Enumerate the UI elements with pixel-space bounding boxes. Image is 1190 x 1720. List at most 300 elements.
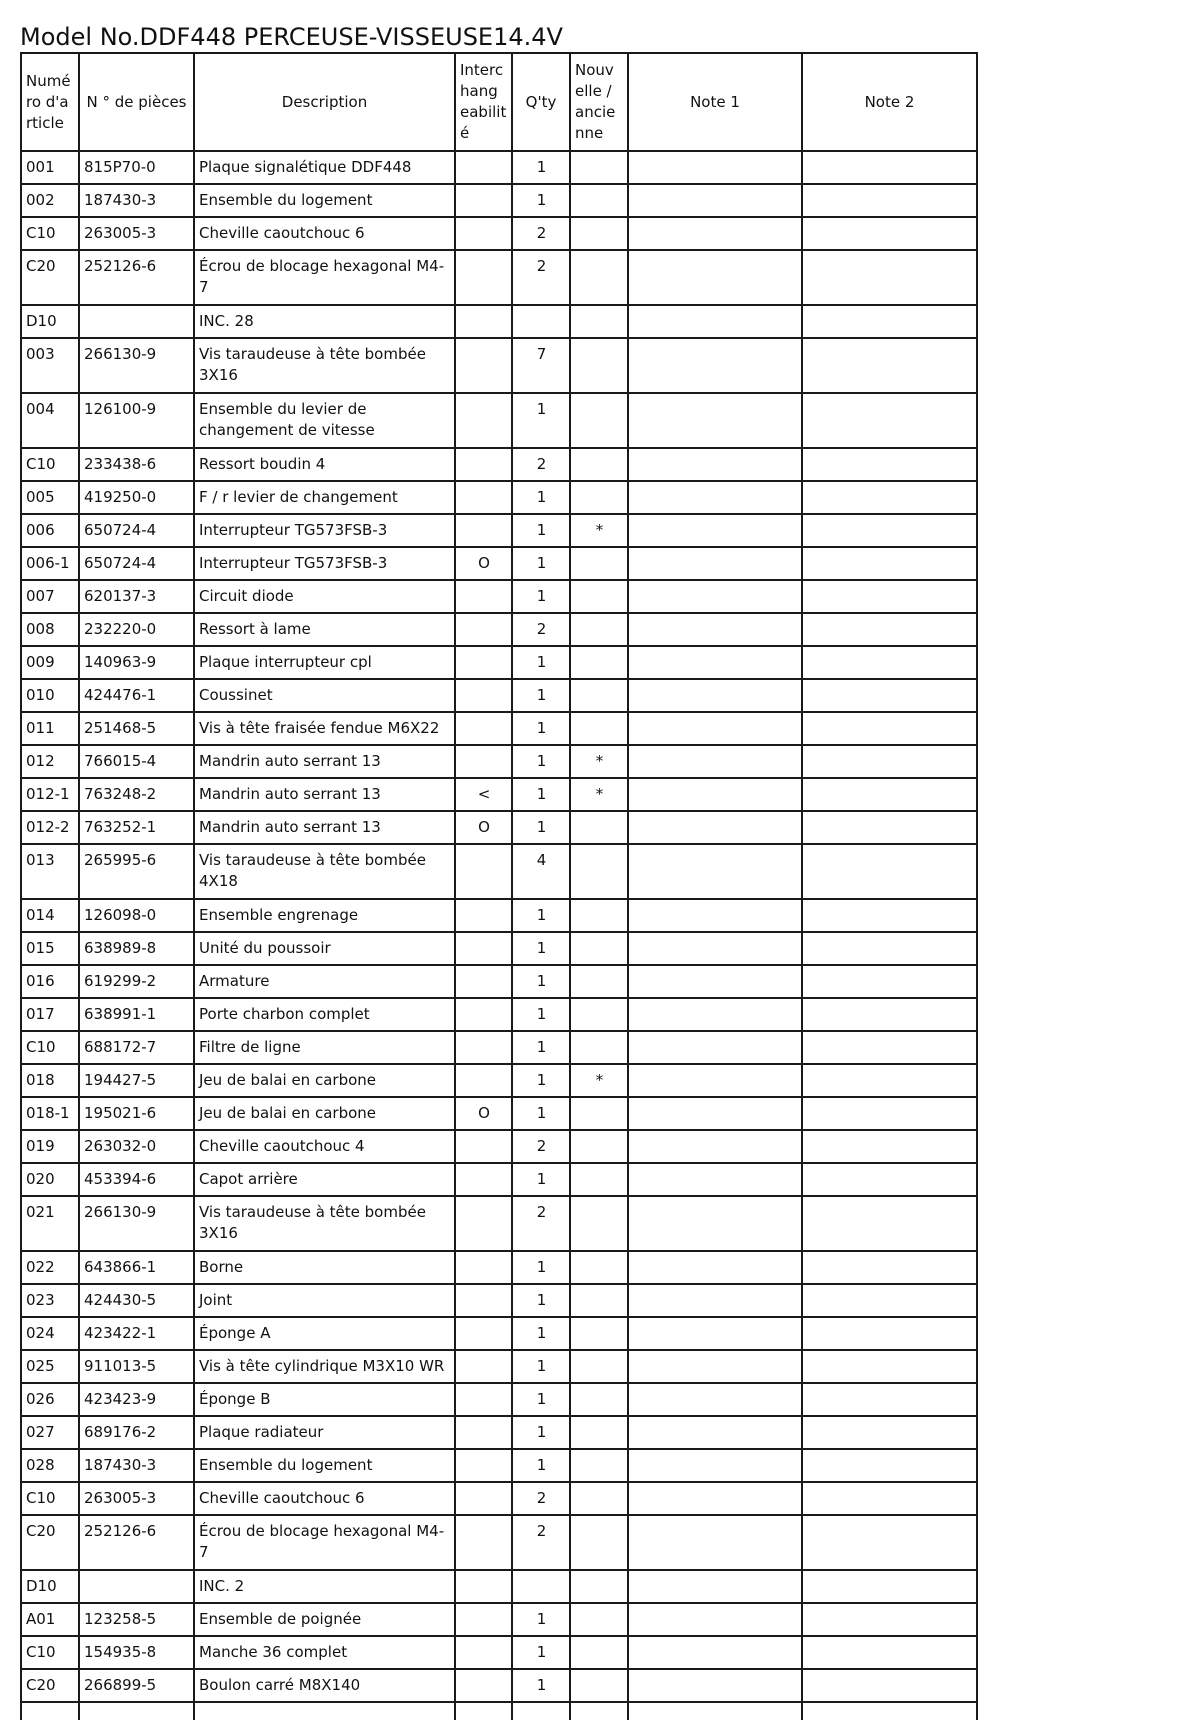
item-number-cell: 006: [21, 514, 79, 547]
note-2-cell: [802, 514, 977, 547]
description-cell: INC. 28: [194, 305, 455, 338]
note-1-cell: [628, 250, 802, 305]
note-1-cell: [628, 1603, 802, 1636]
description-cell: Filtre de ligne: [194, 1031, 455, 1064]
new-old-cell: [570, 965, 628, 998]
item-number-cell: 009: [21, 646, 79, 679]
quantity-cell: 1: [512, 547, 570, 580]
item-number-cell: 004: [21, 393, 79, 448]
note-2-cell: [802, 184, 977, 217]
item-number-cell: 015: [21, 932, 79, 965]
table-row: [21, 1570, 977, 1603]
note-2-cell: [802, 1449, 977, 1482]
item-number-cell: 008: [21, 613, 79, 646]
note-1-cell: [628, 679, 802, 712]
interchangeability-cell: O: [455, 811, 512, 844]
table-header-row: [21, 53, 977, 151]
table-row: [21, 844, 977, 899]
note-2-cell: [802, 1064, 977, 1097]
item-number-cell: 025: [21, 1350, 79, 1383]
item-number-cell: D10: [21, 1570, 79, 1603]
note-2-cell: [802, 778, 977, 811]
interchangeability-cell: [455, 1031, 512, 1064]
quantity-cell: 1: [512, 965, 570, 998]
note-1-cell: [628, 184, 802, 217]
part-number-cell: 232220-0: [79, 613, 194, 646]
note-2-cell: [802, 1515, 977, 1570]
quantity-cell: 1: [512, 1097, 570, 1130]
note-2-cell: [802, 1636, 977, 1669]
table-row: [21, 712, 977, 745]
interchangeability-cell: [455, 151, 512, 184]
note-2-cell: [802, 1031, 977, 1064]
note-2-cell: [802, 217, 977, 250]
note-2-cell: [802, 1603, 977, 1636]
table-row: [21, 1064, 977, 1097]
new-old-cell: [570, 184, 628, 217]
new-old-cell: [570, 1449, 628, 1482]
quantity-cell: [512, 305, 570, 338]
table-row: [21, 1196, 977, 1251]
note-1-cell: [628, 1130, 802, 1163]
part-number-cell: 688172-7: [79, 1031, 194, 1064]
interchangeability-cell: [455, 899, 512, 932]
description-cell: Ensemble du levier de changement de vitesse: [194, 393, 455, 448]
note-1-cell: [628, 393, 802, 448]
table-row: [21, 250, 977, 305]
quantity-cell: 1: [512, 1449, 570, 1482]
interchangeability-cell: O: [455, 1097, 512, 1130]
note-2-cell: [802, 1350, 977, 1383]
table-row: [21, 1603, 977, 1636]
description-cell: Écrou de blocage hexagonal M4-7: [194, 250, 455, 305]
interchangeability-cell: [455, 1603, 512, 1636]
table-row: [21, 580, 977, 613]
part-number-cell: 650724-4: [79, 514, 194, 547]
note-2-cell: [802, 338, 977, 393]
note-1-cell: [628, 547, 802, 580]
quantity-cell: 1: [512, 1350, 570, 1383]
description-cell: Éponge A: [194, 1317, 455, 1350]
part-number-cell: [79, 1702, 194, 1720]
part-number-cell: 263005-3: [79, 1482, 194, 1515]
header-part-number: N ° de pièces: [79, 53, 194, 151]
quantity-cell: 1: [512, 778, 570, 811]
item-number-cell: 024: [21, 1317, 79, 1350]
table-row: [21, 184, 977, 217]
interchangeability-cell: [455, 613, 512, 646]
note-1-cell: [628, 1383, 802, 1416]
note-1-cell: [628, 1416, 802, 1449]
quantity-cell: 2: [512, 448, 570, 481]
header-description: Description: [194, 53, 455, 151]
note-1-cell: [628, 338, 802, 393]
new-old-cell: [570, 613, 628, 646]
description-cell: Vis taraudeuse à tête bombée 4X18: [194, 844, 455, 899]
note-1-cell: [628, 899, 802, 932]
description-cell: Borne: [194, 1251, 455, 1284]
description-cell: Interrupteur TG573FSB-3: [194, 547, 455, 580]
quantity-cell: 2: [512, 1130, 570, 1163]
table-row: [21, 899, 977, 932]
description-cell: Écrou de blocage hexagonal M4-7: [194, 1515, 455, 1570]
item-number-cell: 019: [21, 1130, 79, 1163]
note-1-cell: [628, 217, 802, 250]
note-1-cell: [628, 305, 802, 338]
header-note-2: Note 2: [802, 53, 977, 151]
interchangeability-cell: [455, 217, 512, 250]
description-cell: Vis à tête fraisée fendue M6X22: [194, 712, 455, 745]
item-number-cell: 026: [21, 1383, 79, 1416]
note-1-cell: [628, 712, 802, 745]
table-row: [21, 1702, 977, 1720]
table-row: [21, 1383, 977, 1416]
quantity-cell: 1: [512, 646, 570, 679]
new-old-cell: [570, 811, 628, 844]
new-old-cell: [570, 1196, 628, 1251]
description-cell: Capot arrière: [194, 1163, 455, 1196]
description-cell: Cheville caoutchouc 6: [194, 217, 455, 250]
interchangeability-cell: [455, 1196, 512, 1251]
part-number-cell: 265995-6: [79, 844, 194, 899]
item-number-cell: 001: [21, 151, 79, 184]
note-2-cell: [802, 1570, 977, 1603]
part-number-cell: 763252-1: [79, 811, 194, 844]
new-old-cell: [570, 448, 628, 481]
new-old-cell: [570, 1317, 628, 1350]
interchangeability-cell: [455, 305, 512, 338]
part-number-cell: 689176-2: [79, 1416, 194, 1449]
note-2-cell: [802, 1383, 977, 1416]
description-cell: Interrupteur TG573FSB-3: [194, 514, 455, 547]
new-old-cell: [570, 393, 628, 448]
part-number-cell: 266130-9: [79, 1196, 194, 1251]
part-number-cell: 266130-9: [79, 338, 194, 393]
parts-table-body: [21, 151, 977, 1720]
new-old-cell: *: [570, 778, 628, 811]
item-number-cell: C20: [21, 1515, 79, 1570]
quantity-cell: 1: [512, 998, 570, 1031]
description-cell: Vis taraudeuse à tête bombée 3X16: [194, 1196, 455, 1251]
table-row: [21, 547, 977, 580]
interchangeability-cell: [455, 184, 512, 217]
interchangeability-cell: [455, 679, 512, 712]
description-cell: Plaque radiateur: [194, 1416, 455, 1449]
interchangeability-cell: [455, 448, 512, 481]
description-cell: Joint: [194, 1284, 455, 1317]
description-cell: Coussinet: [194, 679, 455, 712]
description-cell: Jeu de balai en carbone: [194, 1097, 455, 1130]
interchangeability-cell: [455, 932, 512, 965]
description-cell: Ensemble du logement: [194, 1449, 455, 1482]
quantity-cell: 1: [512, 184, 570, 217]
part-number-cell: 453394-6: [79, 1163, 194, 1196]
note-1-cell: [628, 1636, 802, 1669]
item-number-cell: 002: [21, 184, 79, 217]
interchangeability-cell: O: [455, 547, 512, 580]
note-1-cell: [628, 448, 802, 481]
item-number-cell: 003: [21, 338, 79, 393]
description-cell: Manche 36 complet: [194, 1636, 455, 1669]
description-cell: Armature: [194, 965, 455, 998]
description-cell: Plaque interrupteur cpl: [194, 646, 455, 679]
interchangeability-cell: [455, 580, 512, 613]
interchangeability-cell: [455, 1449, 512, 1482]
description-cell: Ensemble de poignée: [194, 1603, 455, 1636]
note-2-cell: [802, 1416, 977, 1449]
quantity-cell: 1: [512, 1064, 570, 1097]
header-note-1: Note 1: [628, 53, 802, 151]
quantity-cell: 1: [512, 481, 570, 514]
interchangeability-cell: [455, 1636, 512, 1669]
item-number-cell: C10: [21, 448, 79, 481]
interchangeability-cell: [455, 1284, 512, 1317]
note-1-cell: [628, 1702, 802, 1720]
note-2-cell: [802, 932, 977, 965]
item-number-cell: 012: [21, 745, 79, 778]
quantity-cell: 1: [512, 1317, 570, 1350]
part-number-cell: 619299-2: [79, 965, 194, 998]
part-number-cell: 263005-3: [79, 217, 194, 250]
description-cell: Ensemble du logement: [194, 184, 455, 217]
description-cell: Ensemble engrenage: [194, 899, 455, 932]
table-row: [21, 1482, 977, 1515]
table-row: [21, 1636, 977, 1669]
new-old-cell: *: [570, 745, 628, 778]
part-number-cell: 620137-3: [79, 580, 194, 613]
new-old-cell: [570, 151, 628, 184]
item-number-cell: C20: [21, 1669, 79, 1702]
new-old-cell: [570, 1031, 628, 1064]
interchangeability-cell: [455, 250, 512, 305]
note-2-cell: [802, 646, 977, 679]
table-row: [21, 613, 977, 646]
item-number-cell: C20: [21, 250, 79, 305]
new-old-cell: [570, 1482, 628, 1515]
quantity-cell: 1: [512, 1031, 570, 1064]
note-2-cell: [802, 547, 977, 580]
part-number-cell: 643866-1: [79, 1251, 194, 1284]
part-number-cell: 638991-1: [79, 998, 194, 1031]
interchangeability-cell: [455, 1064, 512, 1097]
interchangeability-cell: [455, 1482, 512, 1515]
item-number-cell: 013: [21, 844, 79, 899]
table-row: [21, 338, 977, 393]
note-2-cell: [802, 899, 977, 932]
parts-table: [20, 52, 978, 1720]
description-cell: INC. 2: [194, 1570, 455, 1603]
item-number-cell: C10: [21, 1482, 79, 1515]
table-row: [21, 1130, 977, 1163]
note-2-cell: [802, 998, 977, 1031]
item-number-cell: D10: [21, 305, 79, 338]
note-1-cell: [628, 965, 802, 998]
note-1-cell: [628, 1482, 802, 1515]
table-row: [21, 1163, 977, 1196]
note-1-cell: [628, 932, 802, 965]
table-row: [21, 481, 977, 514]
table-row: [21, 932, 977, 965]
new-old-cell: [570, 712, 628, 745]
quantity-cell: 2: [512, 217, 570, 250]
new-old-cell: [570, 1669, 628, 1702]
table-row: [21, 998, 977, 1031]
new-old-cell: [570, 646, 628, 679]
part-number-cell: 763248-2: [79, 778, 194, 811]
quantity-cell: 1: [512, 1251, 570, 1284]
interchangeability-cell: [455, 1317, 512, 1350]
note-2-cell: [802, 1317, 977, 1350]
note-2-cell: [802, 250, 977, 305]
note-1-cell: [628, 481, 802, 514]
note-2-cell: [802, 745, 977, 778]
part-number-cell: 263032-0: [79, 1130, 194, 1163]
item-number-cell: 017: [21, 998, 79, 1031]
table-row: [21, 679, 977, 712]
description-cell: Ressort à lame: [194, 613, 455, 646]
interchangeability-cell: [455, 1669, 512, 1702]
interchangeability-cell: [455, 1515, 512, 1570]
quantity-cell: 2: [512, 1196, 570, 1251]
note-2-cell: [802, 1284, 977, 1317]
note-2-cell: [802, 712, 977, 745]
part-number-cell: 187430-3: [79, 184, 194, 217]
quantity-cell: 4: [512, 844, 570, 899]
item-number-cell: 018-1: [21, 1097, 79, 1130]
interchangeability-cell: [455, 338, 512, 393]
part-number-cell: 154935-8: [79, 1636, 194, 1669]
note-1-cell: [628, 1031, 802, 1064]
interchangeability-cell: [455, 1163, 512, 1196]
quantity-cell: 1: [512, 1416, 570, 1449]
description-cell: Unité du poussoir: [194, 932, 455, 965]
item-number-cell: 023: [21, 1284, 79, 1317]
note-2-cell: [802, 679, 977, 712]
new-old-cell: [570, 844, 628, 899]
description-cell: Vis à tête cylindrique M3X10 WR: [194, 1350, 455, 1383]
new-old-cell: [570, 998, 628, 1031]
table-row: [21, 811, 977, 844]
new-old-cell: [570, 547, 628, 580]
note-1-cell: [628, 1515, 802, 1570]
part-number-cell: 815P70-0: [79, 151, 194, 184]
quantity-cell: 1: [512, 1383, 570, 1416]
note-2-cell: [802, 1482, 977, 1515]
note-2-cell: [802, 448, 977, 481]
note-2-cell: [802, 1130, 977, 1163]
new-old-cell: [570, 305, 628, 338]
quantity-cell: 1: [512, 899, 570, 932]
part-number-cell: 252126-6: [79, 1515, 194, 1570]
new-old-cell: [570, 1416, 628, 1449]
part-number-cell: 233438-6: [79, 448, 194, 481]
new-old-cell: [570, 1603, 628, 1636]
interchangeability-cell: [455, 998, 512, 1031]
new-old-cell: [570, 1284, 628, 1317]
quantity-cell: 2: [512, 250, 570, 305]
interchangeability-cell: [455, 1350, 512, 1383]
table-row: [21, 1097, 977, 1130]
note-1-cell: [628, 613, 802, 646]
description-cell: Ressort boudin 4: [194, 448, 455, 481]
item-number-cell: 021: [21, 1196, 79, 1251]
quantity-cell: 1: [512, 932, 570, 965]
interchangeability-cell: [455, 1130, 512, 1163]
new-old-cell: [570, 481, 628, 514]
table-row: [21, 646, 977, 679]
new-old-cell: *: [570, 514, 628, 547]
note-2-cell: [802, 393, 977, 448]
note-2-cell: [802, 1163, 977, 1196]
part-number-cell: 195021-6: [79, 1097, 194, 1130]
item-number-cell: 016: [21, 965, 79, 998]
table-row: [21, 448, 977, 481]
table-row: [21, 778, 977, 811]
note-2-cell: [802, 965, 977, 998]
table-row: [21, 745, 977, 778]
note-2-cell: [802, 580, 977, 613]
new-old-cell: [570, 1570, 628, 1603]
part-number-cell: 187430-3: [79, 1449, 194, 1482]
quantity-cell: 1: [512, 1669, 570, 1702]
item-number-cell: 018: [21, 1064, 79, 1097]
note-2-cell: [802, 1196, 977, 1251]
description-cell: Porte charbon complet: [194, 998, 455, 1031]
description-cell: Mandrin auto serrant 13: [194, 745, 455, 778]
note-2-cell: [802, 305, 977, 338]
description-cell: F / r levier de changement: [194, 481, 455, 514]
part-number-cell: 424430-5: [79, 1284, 194, 1317]
part-number-cell: 251468-5: [79, 712, 194, 745]
quantity-cell: [512, 1570, 570, 1603]
item-number-cell: 022: [21, 1251, 79, 1284]
table-row: [21, 965, 977, 998]
quantity-cell: 1: [512, 745, 570, 778]
note-1-cell: [628, 1449, 802, 1482]
quantity-cell: 2: [512, 1515, 570, 1570]
description-cell: Cheville caoutchouc 6: [194, 1482, 455, 1515]
part-number-cell: 419250-0: [79, 481, 194, 514]
quantity-cell: 1: [512, 1163, 570, 1196]
interchangeability-cell: [455, 844, 512, 899]
part-number-cell: 194427-5: [79, 1064, 194, 1097]
item-number-cell: 027: [21, 1416, 79, 1449]
quantity-cell: 1: [512, 580, 570, 613]
interchangeability-cell: [455, 1251, 512, 1284]
note-1-cell: [628, 1570, 802, 1603]
item-number-cell: 011: [21, 712, 79, 745]
part-number-cell: [79, 1570, 194, 1603]
description-cell: Vis taraudeuse à tête bombée 3X16: [194, 338, 455, 393]
item-number-cell: 028: [21, 1449, 79, 1482]
item-number-cell: [21, 1702, 79, 1720]
note-1-cell: [628, 745, 802, 778]
quantity-cell: 1: [512, 811, 570, 844]
interchangeability-cell: [455, 1570, 512, 1603]
part-number-cell: 423422-1: [79, 1317, 194, 1350]
header-new-old: Nouv elle / ancie nne: [570, 53, 628, 151]
new-old-cell: [570, 932, 628, 965]
interchangeability-cell: [455, 481, 512, 514]
note-1-cell: [628, 1251, 802, 1284]
note-1-cell: [628, 1196, 802, 1251]
table-row: [21, 305, 977, 338]
new-old-cell: *: [570, 1064, 628, 1097]
new-old-cell: [570, 1636, 628, 1669]
note-1-cell: [628, 1350, 802, 1383]
item-number-cell: A01: [21, 1603, 79, 1636]
table-row: [21, 514, 977, 547]
